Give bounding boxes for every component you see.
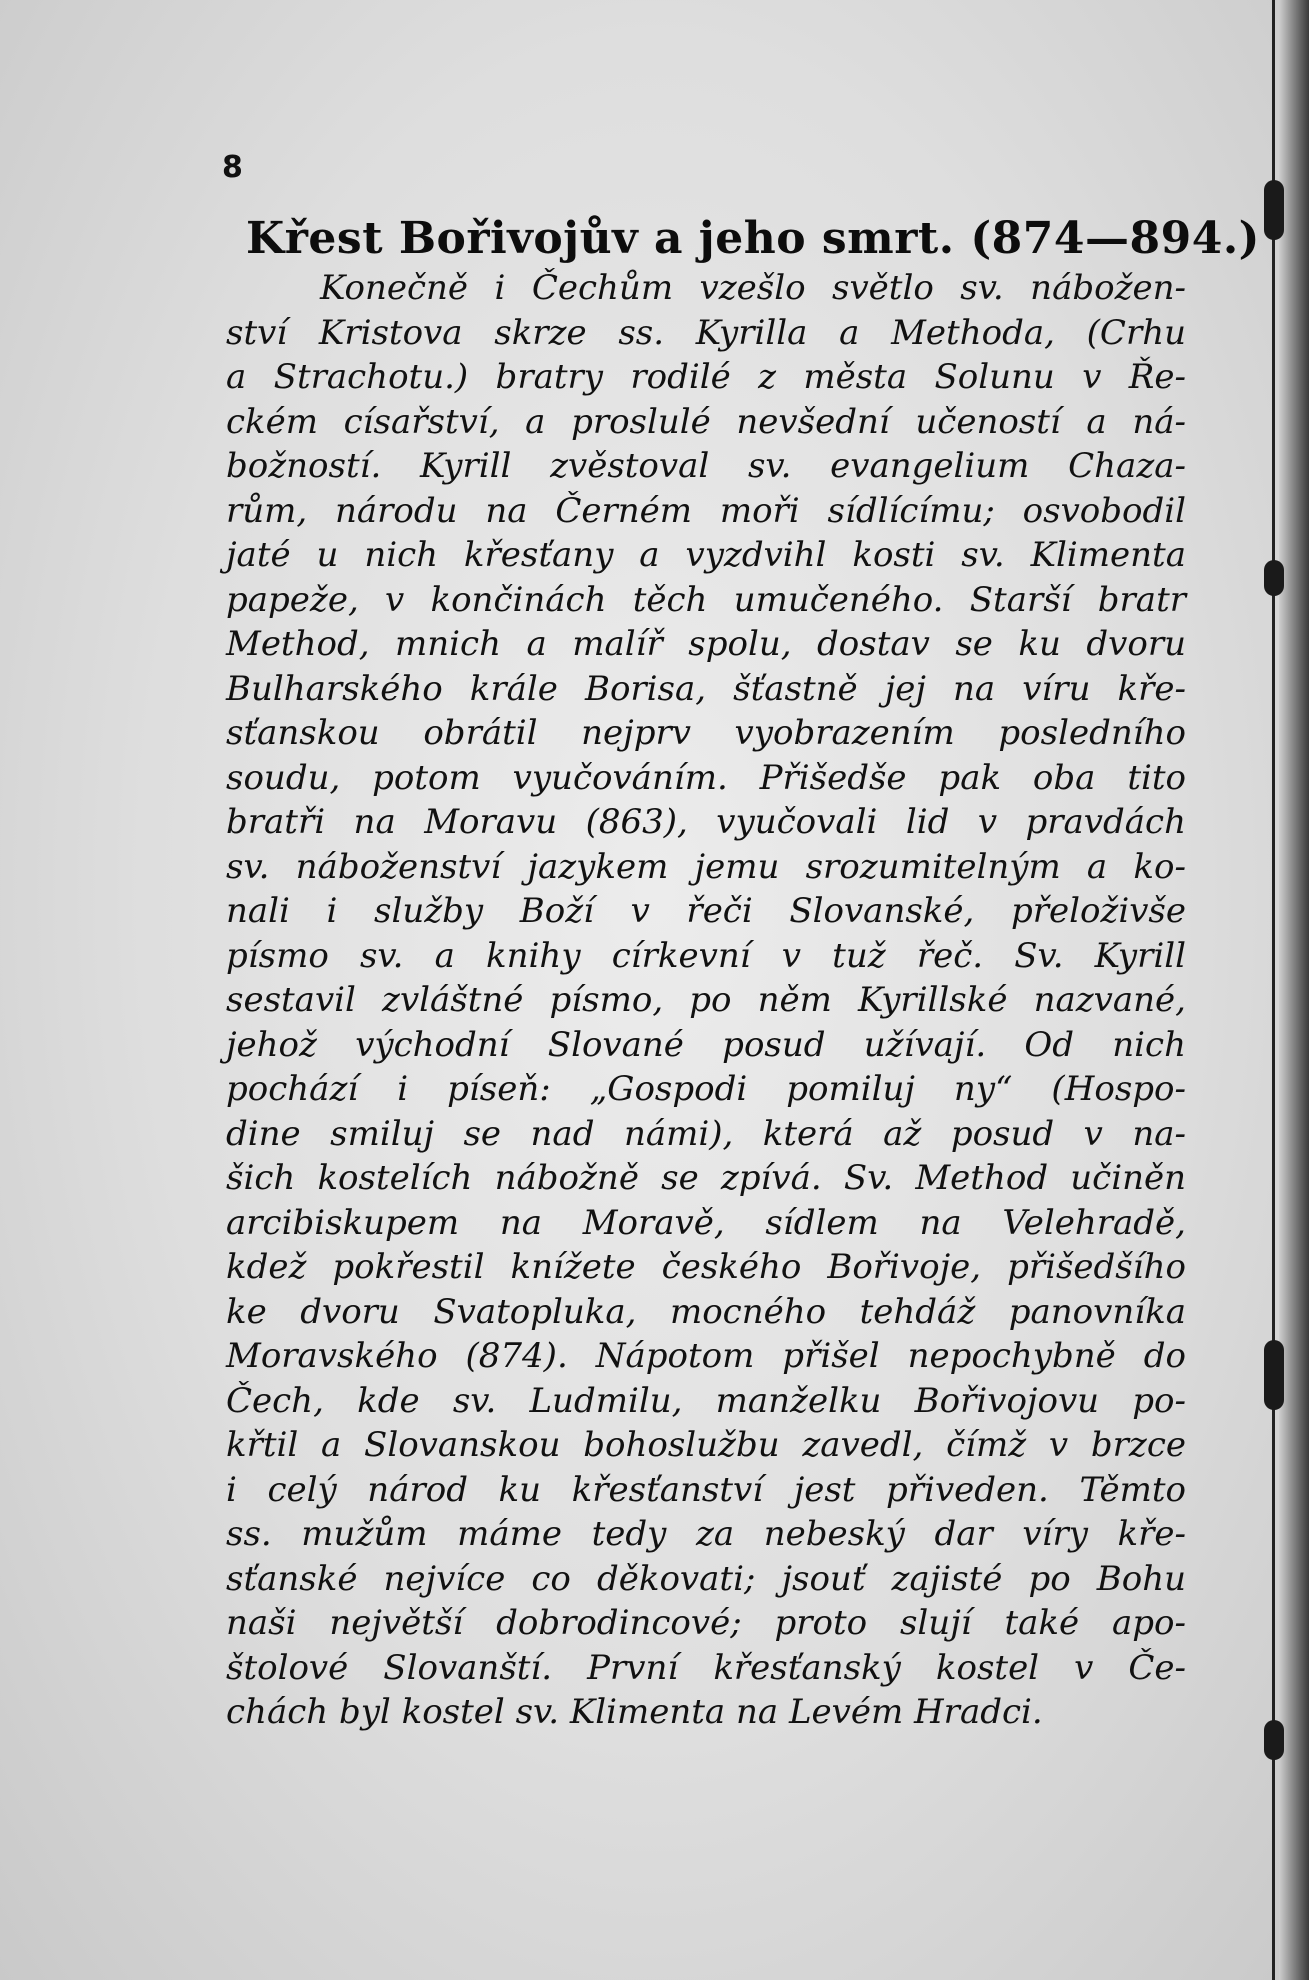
body-paragraph xyxy=(226,266,1186,1735)
text-line: Konečně i Čechům vzešlo světlo sv. nábožen- xyxy=(320,268,1186,308)
text-line: ckém císařství, a proslulé nevšední učeností a ná- xyxy=(226,401,1186,442)
text-line: nali i služby Boží v řeči Slovanské, přeloživše xyxy=(226,891,1186,931)
binding-ornament xyxy=(1264,180,1284,240)
text-line: křtil a Slovanskou bohoslužbu zavedl, čímž v brzce xyxy=(226,1425,1186,1465)
text-line: kdež pokřestil knížete českého Bořivoje, přišedšího xyxy=(226,1247,1186,1287)
text-line: dine smiluj se nad námi), která až posud v na- xyxy=(226,1113,1186,1154)
binding-ornament xyxy=(1264,1720,1284,1760)
text-line: sťanskou obrátil nejprv vyobrazením posledního xyxy=(226,713,1186,753)
text-line: chách byl kostel sv. Klimenta na Levém Hradci. xyxy=(226,1692,1043,1732)
text-line: ke dvoru Svatopluka, mocného tehdáž panovníka xyxy=(226,1291,1186,1332)
text-line: ss. mužům máme tedy za nebeský dar víry kře- xyxy=(226,1514,1186,1554)
text-line: sv. náboženství jazykem jemu srozumitelným a ko- xyxy=(226,846,1186,887)
text-line: soudu, potom vyučováním. Přišedše pak oba tito xyxy=(226,757,1186,798)
text-line: bratři na Moravu (863), vyučovali lid v pravdách xyxy=(226,802,1186,842)
page-binding-shadow xyxy=(1279,0,1309,1980)
text-line: ství Kristova skrze ss. Kyrilla a Methoda, (Crhu xyxy=(226,312,1186,353)
text-line: arcibiskupem na Moravě, sídlem na Velehradě, xyxy=(226,1202,1186,1243)
text-line: šich kostelích nábožně se zpívá. Sv. Method učiněn xyxy=(226,1158,1186,1198)
section-heading: Křest Bořivojův a jeho smrt. (874—894.) xyxy=(246,213,1260,264)
text-line: Čech, kde sv. Ludmilu, manželku Bořivojovu po- xyxy=(226,1380,1186,1421)
text-line: božností. Kyrill zvěstoval sv. evangelium Chaza- xyxy=(226,446,1186,486)
text-line: Bulharského krále Borisa, šťastně jej na víru kře- xyxy=(226,668,1186,709)
text-line: papeže, v končinách těch umučeného. Starší bratr xyxy=(226,579,1186,620)
text-line: a Strachotu.) bratry rodilé z města Solunu v Ře- xyxy=(226,357,1186,397)
binding-line xyxy=(1272,0,1275,1980)
text-line: sťanské nejvíce co děkovati; jsouť zajisté po Bohu xyxy=(226,1558,1186,1599)
text-line: Moravského (874). Nápotom přišel nepochybně do xyxy=(226,1336,1186,1376)
binding-ornament xyxy=(1264,560,1284,596)
binding-ornament xyxy=(1264,1340,1284,1410)
text-line: jaté u nich křesťany a vyzdvihl kosti sv. Klimenta xyxy=(226,535,1186,575)
text-line: pochází i píseň: „Gospodi pomiluj ny“ (Hospo- xyxy=(226,1069,1186,1109)
text-line: rům, národu na Černém moři sídlícímu; osvobodil xyxy=(226,490,1186,531)
text-line: naši největší dobrodincové; proto slují také apo- xyxy=(226,1603,1186,1643)
text-line: jehož východní Slované posud užívají. Od nich xyxy=(226,1024,1186,1065)
text-line: písmo sv. a knihy církevní v tuž řeč. Sv. Kyrill xyxy=(226,935,1186,976)
page-number: 8 xyxy=(222,150,243,185)
text-line: Method, mnich a malíř spolu, dostav se ku dvoru xyxy=(226,624,1186,664)
text-line: i celý národ ku křesťanství jest přiveden. Těmto xyxy=(226,1469,1186,1510)
text-line: štolové Slovanští. První křesťanský kostel v Če- xyxy=(226,1647,1186,1688)
text-line: sestavil zvláštné písmo, po něm Kyrillské nazvané, xyxy=(226,980,1186,1020)
